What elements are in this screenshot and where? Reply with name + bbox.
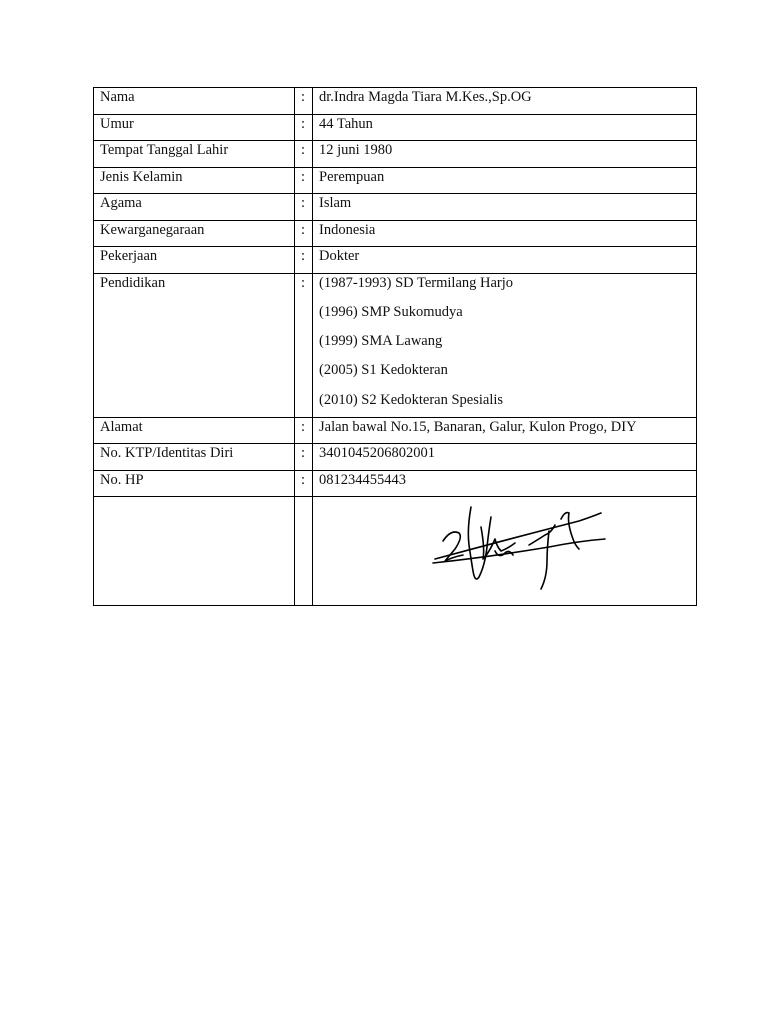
education-item: (1996) SMP Sukomudya: [319, 303, 463, 320]
value-kewarganegaraan: Indonesia: [313, 220, 697, 247]
row-hp: [94, 470, 697, 497]
label-hp: No. HP: [94, 470, 295, 497]
handwritten-signature-icon: [429, 499, 629, 605]
education-item: (1987-1993) SD Termilang Harjo: [319, 274, 514, 291]
row-pendidikan: [94, 273, 697, 417]
separator: :: [295, 141, 313, 168]
row-jenis-kelamin: [94, 167, 697, 194]
value-agama: Islam: [313, 194, 697, 221]
label-alamat: Alamat: [94, 417, 295, 444]
separator: :: [295, 88, 313, 115]
value-hp: 081234455443: [313, 470, 697, 497]
separator: :: [295, 470, 313, 497]
separator: :: [295, 444, 313, 471]
separator: :: [295, 167, 313, 194]
separator: :: [295, 220, 313, 247]
row-nama: [94, 88, 697, 115]
value-umur: 44 Tahun: [313, 114, 697, 141]
education-item: (2010) S2 Kedokteran Spesialis: [319, 391, 504, 408]
label-umur: Umur: [94, 114, 295, 141]
value-jenis-kelamin: Perempuan: [313, 167, 697, 194]
row-ttl: [94, 141, 697, 168]
separator: :: [295, 417, 313, 444]
separator: :: [295, 273, 313, 417]
separator: :: [295, 114, 313, 141]
row-pekerjaan: [94, 247, 697, 274]
label-kewarganegaraan: Kewarganegaraan: [94, 220, 295, 247]
value-ttl: 12 juni 1980: [313, 141, 697, 168]
education-item: (1999) SMA Lawang: [319, 333, 443, 350]
separator: :: [295, 194, 313, 221]
value-pekerjaan: Dokter: [313, 247, 697, 274]
biodata-table: [93, 87, 697, 606]
education-item: (2005) S1 Kedokteran: [319, 362, 448, 379]
row-ktp: [94, 444, 697, 471]
signature-separator-cell: [295, 497, 313, 606]
row-agama: [94, 194, 697, 221]
value-alamat: Jalan bawal No.15, Banaran, Galur, Kulon Progo, DIY: [313, 417, 697, 444]
label-pekerjaan: Pekerjaan: [94, 247, 295, 274]
label-jenis-kelamin: Jenis Kelamin: [94, 167, 295, 194]
row-umur: [94, 114, 697, 141]
separator: :: [295, 247, 313, 274]
signature-cell: [313, 497, 697, 606]
row-alamat: [94, 417, 697, 444]
label-pendidikan: Pendidikan: [94, 273, 295, 417]
value-nama: dr.Indra Magda Tiara M.Kes.,Sp.OG: [313, 88, 697, 115]
row-kewarganegaraan: [94, 220, 697, 247]
label-ttl: Tempat Tanggal Lahir: [94, 141, 295, 168]
label-ktp: No. KTP/Identitas Diri: [94, 444, 295, 471]
label-nama: Nama: [94, 88, 295, 115]
row-signature: [94, 497, 697, 606]
label-agama: Agama: [94, 194, 295, 221]
signature-label-cell: [94, 497, 295, 606]
signature-area: [319, 499, 690, 605]
value-pendidikan: [313, 273, 697, 417]
value-ktp: 3401045206802001: [313, 444, 697, 471]
